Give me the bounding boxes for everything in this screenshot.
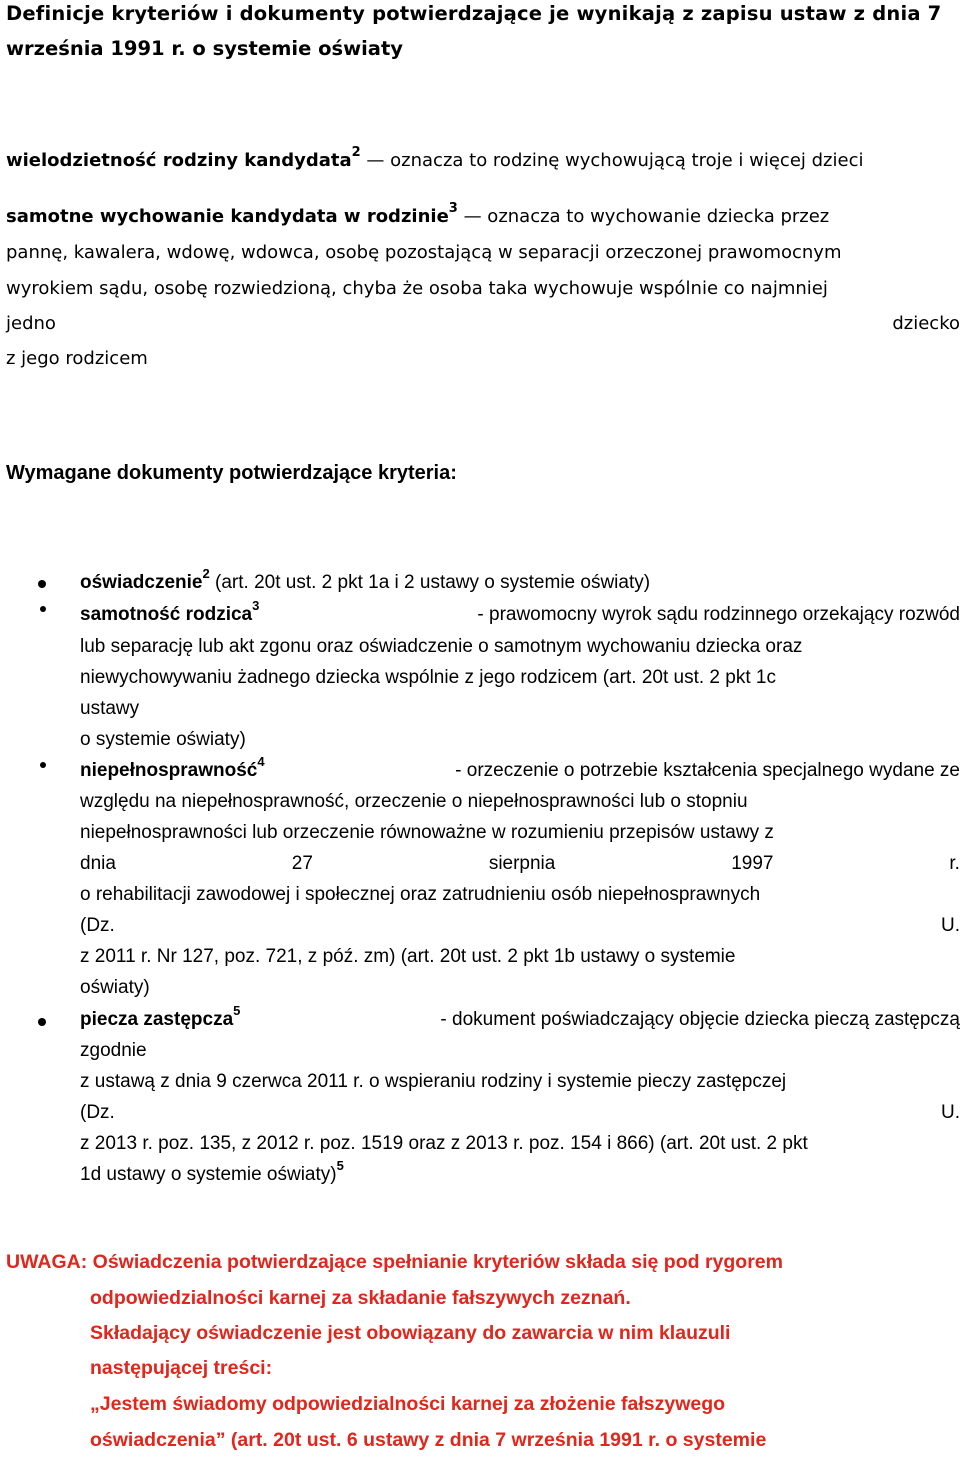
item-text: 1d ustawy o systemie oświaty) [80, 1164, 337, 1185]
doc-item-single-parent-line-4: ustawy [80, 698, 140, 719]
word-left: (Dz. [80, 1102, 115, 1123]
word: 1997 [731, 853, 774, 874]
footnote-ref: 4 [257, 753, 265, 769]
documents-heading: Wymagane dokumenty potwierdzające kryteria: [6, 462, 457, 484]
dash-icon: — [360, 150, 385, 171]
bullet-icon [40, 762, 46, 768]
doc-item-disability-line-1 [80, 753, 960, 782]
doc-item-foster-care-line-3: z ustawą z dnia 9 czerwca 2011 r. o wspieraniu rodziny i systemie pieczy zastępczej [80, 1071, 787, 1092]
bullet-icon [38, 580, 46, 588]
doc-item-disability-line-8: oświaty) [80, 977, 150, 998]
item-term: niepełnosprawność [80, 760, 258, 781]
word: 27 [291, 853, 313, 874]
doc-item-foster-care-line-5: z 2013 r. poz. 135, z 2012 r. poz. 1519 oraz z 2013 r. poz. 154 i 866) (art. 20t ust. 2 pkt [80, 1133, 808, 1154]
doc-item-foster-care-line-6 [80, 1157, 344, 1186]
definition-term: wielodzietność rodziny kandydata [6, 150, 352, 171]
doc-item-single-parent-line-3: niewychowywaniu żadnego dziecka wspólnie z jego rodzicem (art. 20t ust. 2 pkt 1c [80, 667, 776, 688]
doc-item-foster-care-line-1 [80, 1002, 960, 1031]
doc-item-disability-line-4 [80, 853, 960, 875]
doc-item-disability-line-6 [80, 915, 960, 937]
item-term: samotność rodzica [80, 604, 253, 625]
doc-item-single-parent-line-5: o systemie oświaty) [80, 729, 246, 750]
notice-line-2: odpowiedzialności karnej za składanie fałszywych zeznań. [90, 1287, 631, 1309]
definition-single-parent-line-3: wyrokiem sądu, osobę rozwiedzioną, chyba że osoba taka wychowuje wspólnie co najmniej [6, 278, 828, 299]
notice-line-4: następującej treści: [90, 1357, 273, 1379]
footnote-ref: 3 [448, 201, 458, 216]
definition-single-parent-line-1 [6, 201, 830, 227]
item-text: (art. 20t ust. 2 pkt 1a i 2 ustawy o systemie oświaty) [209, 572, 651, 593]
dash-icon: — [457, 206, 482, 227]
word-left: jedno [6, 313, 56, 334]
item-term: piecza zastępcza [80, 1009, 234, 1030]
bullet-icon [40, 606, 46, 612]
title-line-1-text: Definicje kryteriów i dokumenty potwierdzające je wynikają z zapisu ustaw z dnia 7 [6, 2, 942, 25]
item-text: - prawomocny wyrok sądu rodzinnego orzekający rozwód [477, 604, 960, 625]
footnote-ref: 5 [233, 1002, 241, 1018]
doc-item-foster-care-line-2: zgodnie [80, 1040, 147, 1061]
document-title-line-1 [6, 2, 960, 25]
word-right: U. [941, 915, 960, 936]
doc-item-single-parent-line-1 [80, 597, 960, 626]
footnote-ref: 3 [252, 597, 260, 613]
definition-large-family [6, 145, 864, 171]
footnote-ref: 5 [336, 1157, 344, 1173]
word-right: U. [941, 1102, 960, 1123]
definition-single-parent-line-4 [6, 313, 960, 334]
doc-item-disability-line-7: z 2011 r. Nr 127, poz. 721, z póź. zm) (art. 20t ust. 2 pkt 1b ustawy o systemie [80, 946, 736, 967]
doc-item-statement [80, 565, 651, 594]
bullet-icon [38, 1018, 46, 1026]
doc-item-disability-line-5: o rehabilitacji zawodowej i społecznej oraz zatrudnieniu osób niepełnosprawnych [80, 884, 761, 905]
word: r. [949, 853, 960, 874]
notice-line-3: Składający oświadczenie jest obowiązany do zawarcia w nim klauzuli [90, 1322, 731, 1344]
document-title-line-2: września 1991 r. o systemie oświaty [6, 37, 403, 60]
doc-item-disability-line-2: względu na niepełnosprawność, orzeczenie o niepełnosprawności lub o stopniu [80, 791, 748, 812]
item-term: oświadczenie [80, 572, 203, 593]
definition-term: samotne wychowanie kandydata w rodzinie [6, 206, 449, 227]
notice-line-1: UWAGA: Oświadczenia potwierdzające spełnianie kryteriów składa się pod rygorem [6, 1251, 783, 1273]
definition-text: oznacza to wychowanie dziecka przez [481, 206, 830, 227]
word: dnia [80, 853, 116, 874]
word-right: dziecko [892, 313, 960, 334]
definition-single-parent-line-5: z jego rodzicem [6, 348, 148, 369]
footnote-ref: 2 [351, 145, 361, 160]
definition-text: oznacza to rodzinę wychowującą troje i więcej dzieci [384, 150, 864, 171]
definition-single-parent-line-2: pannę, kawalera, wdowę, wdowca, osobę pozostającą w separacji orzeczonej prawomocnym [6, 242, 842, 263]
footnote-ref: 2 [202, 565, 210, 581]
word-left: (Dz. [80, 915, 115, 936]
doc-item-disability-line-3: niepełnosprawności lub orzeczenie równoważne w rozumieniu przepisów ustawy z [80, 822, 774, 843]
item-text: - orzeczenie o potrzebie kształcenia specjalnego wydane ze [455, 760, 960, 781]
doc-item-single-parent-line-2: lub separację lub akt zgonu oraz oświadczenie o samotnym wychowaniu dziecka oraz [80, 636, 803, 657]
word: sierpnia [488, 853, 556, 874]
notice-line-6: oświadczenia” (art. 20t ust. 6 ustawy z dnia 7 września 1991 r. o systemie [90, 1429, 767, 1451]
doc-item-foster-care-line-4 [80, 1102, 960, 1124]
item-text: - dokument poświadczający objęcie dziecka pieczą zastępczą [440, 1009, 960, 1030]
notice-line-5: „Jestem świadomy odpowiedzialności karnej za złożenie fałszywego [90, 1393, 726, 1415]
